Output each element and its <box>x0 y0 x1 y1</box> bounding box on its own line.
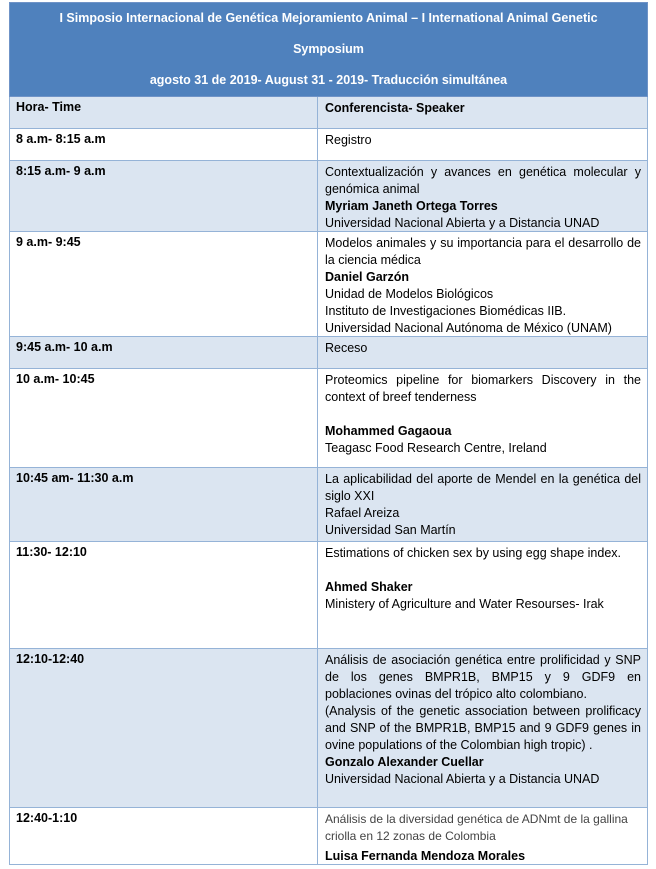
column-header-speaker: Conferencista- Speaker <box>325 101 465 115</box>
talk-title: Análisis de la diversidad genética de ADNmt de la gallina criolla en 12 zonas de Colombia <box>325 812 628 843</box>
table-row <box>9 161 648 232</box>
speaker-affiliation: Universidad San Martín <box>325 523 456 537</box>
header-date-line: agosto 31 de 2019- August 31 - 2019- Traducción simultánea <box>149 73 508 87</box>
speaker-name: Mohammed Gagaoua <box>325 424 452 438</box>
talk-title: La aplicabilidad del aporte de Mendel en la genética del siglo XXI <box>325 472 641 503</box>
speaker-affiliation: Unidad de Modelos Biológicos <box>325 287 494 301</box>
header-title-line-1: I Simposio Internacional de Genética Mejoramiento Animal – I International Animal Genetic <box>59 11 598 25</box>
row-time: 8 a.m- 8:15 a.m <box>10 129 318 160</box>
row-time: 9 a.m- 9:45 <box>10 232 318 336</box>
row-title: Registro <box>325 133 372 147</box>
speaker-affiliation: Ministery of Agriculture and Water Resourses- Irak <box>325 597 604 611</box>
table-row <box>9 337 648 369</box>
column-header-row <box>9 97 648 129</box>
talk-title: Estimations of chicken sex by using egg shape index. <box>325 546 622 560</box>
table-row <box>9 232 648 337</box>
talk-title: Modelos animales y su importancia para el desarrollo de la ciencia médica <box>325 236 641 267</box>
speaker-name: Ahmed Shaker <box>325 580 413 594</box>
talk-title: Análisis de asociación genética entre prolificidad y SNP de los genes BMPR1B, BMP15 y 9 GDF9 en poblaciones ovinas del trópico alto colombiano. <box>325 653 641 701</box>
table-row <box>9 542 648 649</box>
row-time: 8:15 a.m- 9 a.m <box>10 161 318 231</box>
schedule-document <box>9 2 648 865</box>
speaker-name: Myriam Janeth Ortega Torres <box>325 199 498 213</box>
speaker-affiliation: Universidad Nacional Autónoma de México (UNAM) <box>325 321 612 335</box>
talk-title: Contextualización y avances en genética molecular y genómica animal <box>325 165 641 196</box>
speaker-affiliation: Universidad Nacional Abierta y a Distancia UNAD <box>325 772 600 786</box>
table-row <box>9 129 648 161</box>
header-title-line-2: Symposium <box>293 42 364 56</box>
speaker-affiliation: Teagasc Food Research Centre, Ireland <box>325 441 547 455</box>
row-time: 10 a.m- 10:45 <box>10 369 318 467</box>
row-time: 12:10-12:40 <box>10 649 318 807</box>
row-time: 11:30- 12:10 <box>10 542 318 648</box>
row-time: 10:45 am- 11:30 a.m <box>10 468 318 541</box>
speaker-name: Rafael Areiza <box>325 506 400 520</box>
speaker-name: Luisa Fernanda Mendoza Morales <box>325 849 526 863</box>
speaker-name: Daniel Garzón <box>325 270 410 284</box>
table-row <box>9 808 648 865</box>
table-row <box>9 369 648 468</box>
row-title: Receso <box>325 341 368 355</box>
speaker-affiliation: Universidad Nacional Abierta y a Distancia UNAD <box>325 216 600 230</box>
talk-title: Proteomics pipeline for biomarkers Discovery in the context of breef tenderness <box>325 373 641 404</box>
column-header-time: Hora- Time <box>10 97 318 128</box>
schedule-header <box>9 2 648 97</box>
row-time: 9:45 a.m- 10 a.m <box>10 337 318 368</box>
row-time: 12:40-1:10 <box>10 808 318 864</box>
talk-title-translation: (Analysis of the genetic association between prolificacy and SNP of the BMPR1B, BMP15 and 9 GDF9 genes in ovine populations of the Colombian high tropic) . <box>325 704 641 752</box>
speaker-affiliation: Instituto de Investigaciones Biomédicas IIB. <box>325 304 567 318</box>
table-row <box>9 649 648 808</box>
table-row <box>9 468 648 542</box>
speaker-name: Gonzalo Alexander Cuellar <box>325 755 484 769</box>
